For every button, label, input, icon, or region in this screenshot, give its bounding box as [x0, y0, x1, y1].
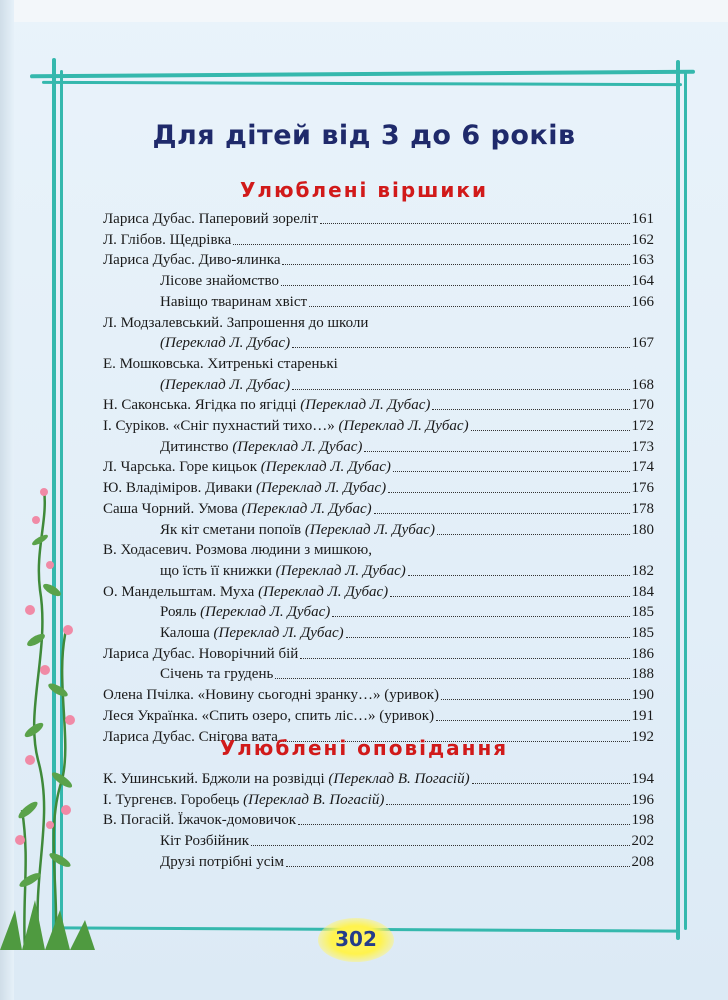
toc-entry-title [160, 438, 362, 456]
toc-entry-title [103, 541, 372, 559]
toc-entry [103, 312, 654, 332]
toc-entry [103, 291, 654, 311]
toc-entry-translator: (Переклад Л. Дубас) [258, 583, 389, 600]
toc-entry [103, 477, 654, 497]
toc-leader-dots [386, 804, 629, 805]
border-top [30, 70, 695, 79]
toc-entry-text: Як кіт сметани попоїв [160, 521, 305, 538]
toc-entry [103, 643, 654, 663]
toc-entry-page: 162 [631, 231, 654, 248]
toc-entry-translator: (Переклад Л. Дубас) [300, 397, 431, 414]
toc-entry-title [160, 832, 249, 850]
toc-leader-dots [298, 824, 629, 825]
toc-entry-translator: (Переклад Л. Дубас) [200, 604, 331, 621]
toc-entry-title [160, 603, 330, 621]
toc-leader-dots [320, 223, 629, 224]
toc-entry-title [103, 583, 388, 601]
toc-entry-page: 178 [631, 500, 654, 517]
toc-entry-title [160, 665, 273, 683]
toc-entry-title [160, 334, 290, 352]
toc-entry [103, 809, 654, 829]
section-heading-poems: Улюблені віршики [240, 178, 488, 202]
toc-entry-title [103, 417, 469, 435]
toc-entry-text: Л. Глібов. Щедрівка [103, 231, 232, 248]
toc-entry-text: Навіщо тваринам хвіст [160, 293, 308, 310]
toc-entry [103, 394, 654, 414]
toc-entry-page: 185 [631, 625, 654, 641]
toc-entry-page: 190 [631, 687, 654, 704]
toc-entry-translator: (Переклад В. Погасій) [243, 791, 385, 808]
toc-leader-dots [437, 534, 630, 535]
toc-entry-page: 191 [631, 707, 654, 724]
toc-entry-page: 167 [631, 335, 654, 352]
toc-entry-page: 194 [631, 771, 654, 787]
toc-entry-page: 186 [631, 645, 654, 662]
toc-entry [103, 436, 654, 456]
toc-entry [103, 601, 654, 621]
toc-entry-title [103, 231, 231, 249]
toc-entry-translator: (Переклад Л. Дубас) [338, 418, 469, 434]
toc-entry-page: 184 [631, 583, 654, 600]
toc-leader-dots [390, 596, 629, 597]
toc-entry [103, 705, 654, 725]
toc-entry-text: Лариса Дубас. Паперовий зореліт [103, 211, 319, 227]
toc-entry-page: 168 [631, 376, 654, 393]
toc-entry-title [103, 396, 430, 414]
toc-entry-text: Калоша [160, 625, 214, 641]
toc-entry [103, 622, 654, 642]
toc-entry-translator: (Переклад Л. Дубас) [255, 480, 387, 497]
toc-entry-text: Л. Чарська. Горе кицьок [103, 459, 261, 476]
toc-entry-text: Лариса Дубас. Новорічний бій [103, 645, 299, 662]
toc-entry-text: Ю. Владіміров. Диваки [103, 480, 256, 497]
toc-leader-dots [408, 575, 630, 576]
toc-entry-title [103, 500, 372, 518]
toc-leader-dots [332, 616, 629, 617]
toc-entry-translator: (Переклад Л. Дубас) [275, 562, 406, 579]
toc-entry-page: 172 [631, 418, 654, 434]
toc-entry-text: Лариса Дубас. Снігова вата [103, 728, 278, 745]
toc-leader-dots [393, 471, 630, 472]
toc-entry-text: Кіт Розбійник [160, 833, 250, 850]
toc-entry-text: О. Мандельштам. Муха [103, 583, 259, 600]
toc-entry-title [160, 521, 435, 539]
toc-entry-translator: (Переклад Л. Дубас) [260, 459, 391, 476]
toc-entry [103, 353, 654, 373]
toc-entry-title [103, 770, 470, 788]
toc-leader-dots [388, 492, 629, 493]
toc-entry-translator: (Переклад В. Погасій) [328, 771, 470, 787]
toc-entry-title [160, 853, 284, 871]
toc-entry-translator: (Переклад Л. Дубас) [232, 438, 363, 455]
toc-entry-page: 176 [631, 480, 654, 497]
toc-entry [103, 539, 654, 559]
toc-entry-title [103, 355, 338, 373]
toc-entry-text: І. Тургенєв. Горобець [103, 791, 244, 808]
toc-entry-text: Січень та грудень [160, 666, 274, 683]
toc-entry-text: В. Погасій. Їжачок-домовичок [103, 812, 297, 829]
toc-leader-dots [471, 430, 630, 431]
toc-entry-title [160, 376, 290, 394]
toc-entry-title [103, 210, 318, 228]
toc-leader-dots [346, 637, 630, 638]
toc-entry-text: Л. Модзалевський. Запрошення до школи [103, 314, 369, 331]
toc-entry-title [103, 251, 280, 269]
toc-entry-title [103, 811, 296, 829]
toc-entry-text: К. Ушинський. Бджоли на розвідці [103, 771, 329, 787]
page-number: 302 [335, 927, 377, 951]
toc-entry-page: 163 [631, 252, 654, 269]
toc-entry-page: 185 [631, 604, 654, 621]
toc-entry-page: 208 [631, 853, 654, 870]
page-number-badge [318, 918, 394, 962]
toc-entry [103, 270, 654, 290]
toc-entry-translator: (Переклад Л. Дубас) [213, 625, 344, 641]
toc-entry [103, 332, 654, 352]
toc-entry-text: Рояль [160, 604, 201, 621]
toc-entry-page: 202 [631, 833, 654, 850]
toc-leader-dots [251, 845, 629, 846]
toc-entry-title [103, 458, 391, 476]
toc-leader-dots [300, 658, 629, 659]
toc-entry [103, 581, 654, 601]
toc-entry [103, 684, 654, 704]
toc-entry-page: 166 [631, 293, 654, 310]
toc-entry-title [103, 645, 298, 663]
toc-leader-dots [292, 389, 629, 390]
toc-entry-title [103, 479, 386, 497]
toc-entry-page: 174 [631, 459, 654, 476]
toc-entry-text: Саша Чорний. Умова [103, 500, 242, 517]
toc-entry-page: 180 [631, 521, 654, 538]
toc-entry [103, 663, 654, 683]
toc-entry-translator: (Переклад Л. Дубас) [304, 521, 435, 538]
toc-entry [103, 208, 654, 228]
toc-entry-text: В. Ходасевич. Розмова людини з мишкою, [103, 542, 372, 559]
toc-leader-dots [436, 720, 629, 721]
toc-leader-dots [281, 285, 630, 286]
toc-entry [103, 789, 654, 809]
toc-leader-dots [233, 244, 629, 245]
toc-entry-page: 198 [631, 812, 654, 829]
toc-leader-dots [472, 783, 630, 784]
toc-entry [103, 415, 654, 435]
toc-entry-title [160, 624, 344, 642]
toc-leader-dots [374, 513, 630, 514]
toc-leader-dots [364, 451, 629, 452]
toc-entry [103, 249, 654, 269]
toc-entry-title [160, 293, 307, 311]
toc-entry-text: Олена Пчілка. «Новину сьогодні зранку…» (уривок) [103, 687, 440, 704]
toc-entry-page: 196 [631, 791, 654, 808]
toc-entry-translator: (Переклад Л. Дубас) [160, 376, 291, 393]
page-top-edge [0, 0, 728, 22]
toc-leader-dots [282, 264, 629, 265]
toc-entry [103, 830, 654, 850]
toc-leader-dots [441, 699, 629, 700]
toc-entry-title [160, 562, 406, 580]
toc-entry-page: 173 [631, 438, 654, 455]
toc-entry-translator: (Переклад Л. Дубас) [160, 335, 291, 352]
toc-leader-dots [432, 409, 629, 410]
toc-entry-page: 170 [631, 397, 654, 414]
toc-entry-title [103, 314, 368, 332]
toc-entry [103, 229, 654, 249]
toc-entry-page: 161 [631, 211, 654, 227]
toc-entry [103, 851, 654, 871]
toc-entry-title [103, 686, 439, 704]
toc-entry-page: 164 [631, 273, 654, 290]
toc-entry-text: Леся Українка. «Спить озеро, спить ліс…» (уривок) [103, 707, 435, 724]
toc-leader-dots [275, 678, 629, 679]
toc-entry-title [103, 791, 384, 809]
toc-entry-text: Н. Саконська. Ягідка по ягідці [103, 397, 301, 414]
toc-entry-page: 188 [631, 666, 654, 683]
section-heading-stories: Улюблені оповідання [219, 736, 509, 760]
toc-leader-dots [309, 306, 629, 307]
toc-entry-text: Е. Мошковська. Хитренькі старенькі [103, 355, 338, 372]
toc-entry-text: Дитинство [160, 438, 233, 455]
toc-entry-text: Лариса Дубас. Диво-ялинка [103, 252, 281, 269]
border-top-inner [42, 81, 682, 86]
toc-entry [103, 560, 654, 580]
toc-entry-translator: (Переклад Л. Дубас) [241, 500, 372, 517]
toc-entry [103, 768, 654, 788]
toc-leader-dots [292, 347, 629, 348]
toc-entry-text: що їсть її книжки [160, 562, 276, 579]
toc-leader-dots [286, 866, 629, 867]
toc-entry-text: Друзі потрібні усім [160, 853, 285, 870]
flower-vine-illustration [0, 480, 110, 950]
toc-entry-text: І. Суріков. «Сніг пухнастий тихо…» [103, 418, 339, 434]
toc-entry [103, 374, 654, 394]
toc-entry [103, 456, 654, 476]
toc-entry-title [160, 272, 279, 290]
toc-entry [103, 498, 654, 518]
toc-entry-title [103, 707, 434, 725]
toc-entry [103, 519, 654, 539]
page-title: Для дітей від 3 до 6 років [152, 120, 576, 151]
toc-entry-page: 192 [631, 728, 654, 745]
toc-entry-text: Лісове знайомство [160, 273, 279, 290]
toc-entry-page: 182 [631, 562, 654, 579]
